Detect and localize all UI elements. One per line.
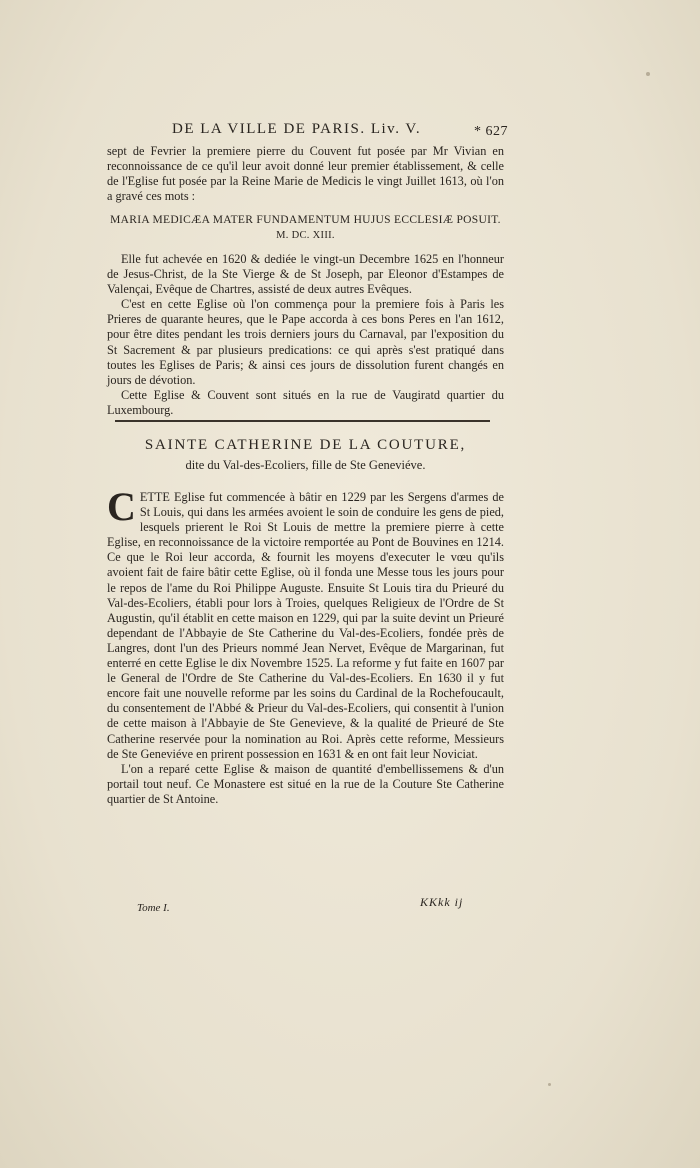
- inscription-quote: [107, 213, 504, 243]
- paper-spot: [646, 72, 650, 76]
- paragraph-text: sept de Fevrier la premiere pierre du Couvent fut posée par Mr Vivian en reconnoissance de ce qu'il leur avoit donné leur premier établissement, & celle de l'Eglise fut posée par la Reine Marie de Medicis le vingt Juillet 1613, où l'on a gravé ces mots :: [107, 144, 504, 204]
- page-number: * 627: [474, 124, 508, 139]
- section-divider: [115, 420, 490, 422]
- paragraph-text: Cette Eglise & Couvent sont situés en la rue de Vaugiratd quartier du Luxembourg.: [107, 387, 504, 417]
- paragraph-text: C'est en cette Eglise où l'on commença pour la premiere fois à Paris les Prieres de quarante heures, que le Pape accorda à ces bons Peres en l'an 1612, pour être dites pendant les trois derniers jours du Carnaval, par l'exposition du St Sacrement & par plusieurs predications: ce qui après s'est pratiqué dans toutes les Eglises de Paris; & ainsi ces jours de dissolution furent changés en jours de dévotion.: [107, 297, 504, 387]
- paragraph-body: ETTE Eglise fut commencée à bâtir en 1229 par les Sergens d'armes de St Louis, qui dans les armées avoient le soin de conduire les gens de pied, lesquels prierent le Roi St Louis de mettre la premiere pierre à cette Eglise, en reconnoissance de la victoire remportée au Pont de Bouvines en 1214. Ce que le Roi leur accorda, & fournit les moyens d'executer le vœu qu'ils avoient fait de faire bâtir cette Eglise, où il fonda une Messe tous les jours pour le repos de l'ame du Roi Philippe Auguste. Ensuite St Louis tira du Prieuré du Val-des-Ecoliers, établi pour lors à Troies, quelques Religieux de l'Ordre de St Augustin, qu'il établit en cette maison en 1229, qui par la suite devint un Prieuré dependant de l'Abbayie de Ste Catherine du Val-des-Ecoliers, fondée près de Langres, dont l'un des Prieurs nommé Jean Nervet, Evêque de Margarinan, fut enterré en cette Eglise le dix Novembre 1525. La reforme y fut faite en 1607 par le General de l'Ordre de Ste Catherine du Val-des-Ecoliers. En 1630 il y fut encore fait une nouvelle reforme par les soins du Cardinal de la Rochefoucault, du consentement de l'Abbé & Prieur du Val-des-Ecoliers, qui consentit à l'union de cette maison à l'Abbayie de Ste Genevieve, & la qualité de Prieuré de Ste Catherine reservée pour la nomination au Roi. Après cette reforme, Messieurs de Ste Geneviéve en prirent possession en 1631 & en ont fait leur Noviciat.: [107, 490, 504, 761]
- paragraph-text: Elle fut achevée en 1620 & dediée le vingt-un Decembre 1625 en l'honneur de Jesus-Christ, de la Ste Vierge & de St Joseph, par Eleonor d'Estampes de Valençai, Evêque de Chartres, assisté de deux autres Evêques.: [107, 252, 504, 297]
- paragraphs-sainte-catherine: [107, 484, 504, 807]
- paragraph-text: [107, 484, 504, 762]
- section-subtitle: dite du Val-des-Ecoliers, fille de Ste Geneviéve.: [185, 458, 426, 472]
- paragraph-foundation: [107, 144, 504, 204]
- inscription-text: MARIA MEDICÆA MATER FUNDAMENTUM HUJUS ECCLESIÆ POSUIT.: [110, 214, 501, 226]
- paragraphs-church-history: [107, 252, 504, 418]
- running-header: DE LA VILLE DE PARIS. Liv. V.: [172, 121, 422, 137]
- drop-cap: C: [107, 484, 136, 529]
- paper-spot: [548, 1083, 551, 1086]
- signature-mark: KKkk ij: [420, 895, 464, 909]
- section-title: SAINTE CATHERINE DE LA COUTURE,: [144, 437, 467, 453]
- volume-label: Tome I.: [137, 902, 170, 914]
- inscription-date: M. DC. XIII.: [276, 230, 335, 241]
- paragraph-text: L'on a reparé cette Eglise & maison de quantité d'embellissemens & d'un portail tout neuf. Ce Monastere est situé en la rue de la Couture Ste Catherine quartier de St Antoine.: [107, 761, 504, 806]
